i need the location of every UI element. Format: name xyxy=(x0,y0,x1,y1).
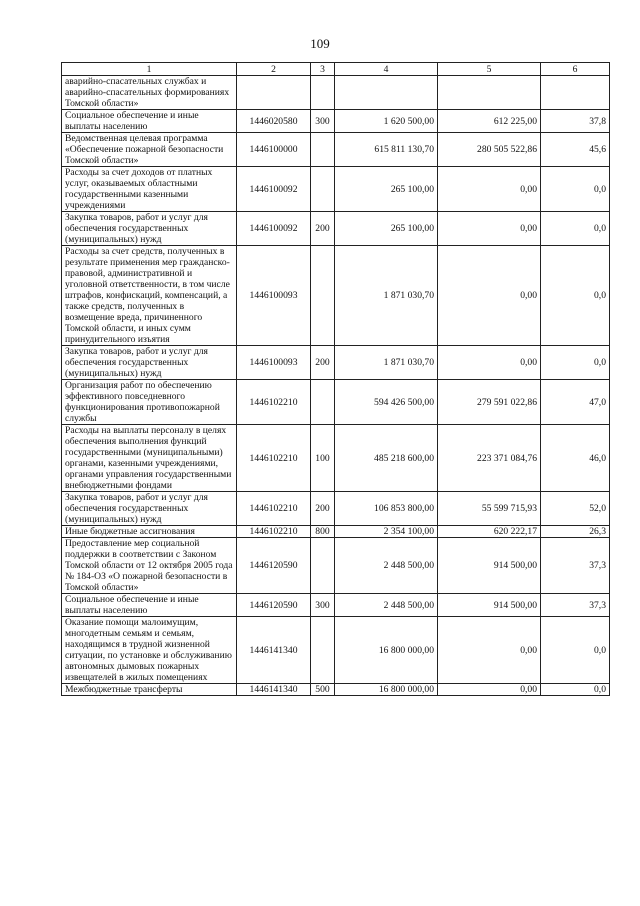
target-code-cell: 1446141340 xyxy=(237,684,311,696)
execution-percent-cell: 37,3 xyxy=(541,594,610,617)
target-code-cell: 1446102210 xyxy=(237,425,311,492)
planned-amount-cell: 1 871 030,70 xyxy=(335,346,438,380)
planned-amount-cell: 2 448 500,00 xyxy=(335,594,438,617)
execution-percent-cell: 47,0 xyxy=(541,380,610,425)
executed-amount-cell: 914 500,00 xyxy=(438,594,541,617)
executed-amount-cell: 55 599 715,93 xyxy=(438,492,541,526)
item-name-cell: Межбюджетные трансферты xyxy=(62,684,237,696)
table-row xyxy=(62,492,610,526)
planned-amount-cell: 265 100,00 xyxy=(335,167,438,212)
target-code-cell: 1446102210 xyxy=(237,492,311,526)
executed-amount-cell: 0,00 xyxy=(438,346,541,380)
planned-amount-cell: 2 354 100,00 xyxy=(335,526,438,538)
table-row xyxy=(62,684,610,696)
table-row xyxy=(62,538,610,594)
expense-type-cell xyxy=(311,538,335,594)
executed-amount-cell: 0,00 xyxy=(438,246,541,346)
planned-amount-cell: 1 871 030,70 xyxy=(335,246,438,346)
planned-amount-cell: 16 800 000,00 xyxy=(335,617,438,684)
execution-percent-cell xyxy=(541,76,610,110)
execution-percent-cell: 37,8 xyxy=(541,110,610,133)
execution-percent-cell: 45,6 xyxy=(541,133,610,167)
table-row xyxy=(62,526,610,538)
item-name-cell: Закупка товаров, работ и услуг для обеспечения государственных (муниципальных) нужд xyxy=(62,212,237,246)
target-code-cell: 1446120590 xyxy=(237,594,311,617)
item-name-cell: Расходы на выплаты персоналу в целях обеспечения выполнения функций государственными (муниципальными) органами, казенными учреждениями, органами управления государственными внебюджетными фондами xyxy=(62,425,237,492)
table-row xyxy=(62,346,610,380)
expense-type-cell: 800 xyxy=(311,526,335,538)
table-row xyxy=(62,246,610,346)
item-name-cell: Расходы за счет доходов от платных услуг, оказываемых областными государственными казенными учреждениями xyxy=(62,167,237,212)
expense-type-cell: 300 xyxy=(311,110,335,133)
expense-type-cell: 200 xyxy=(311,492,335,526)
column-header: 5 xyxy=(438,63,541,76)
item-name-cell: Расходы за счет средств, полученных в результате применения мер гражданско-правовой, административной и уголовной ответственности, в том числе штрафов, конфискаций, компенсаций, а также средств, полученных в возмещение вреда, причиненного Томской области, и иных сумм принудительного изъятия xyxy=(62,246,237,346)
executed-amount-cell: 223 371 084,76 xyxy=(438,425,541,492)
execution-percent-cell: 46,0 xyxy=(541,425,610,492)
expense-type-cell xyxy=(311,167,335,212)
executed-amount-cell: 280 505 522,86 xyxy=(438,133,541,167)
item-name-cell: Социальное обеспечение и иные выплаты населению xyxy=(62,594,237,617)
executed-amount-cell: 0,00 xyxy=(438,684,541,696)
item-name-cell: Иные бюджетные ассигнования xyxy=(62,526,237,538)
executed-amount-cell: 0,00 xyxy=(438,167,541,212)
column-header: 4 xyxy=(335,63,438,76)
item-name-cell: аварийно-спасательных службах и аварийно-спасательных формированиях Томской области» xyxy=(62,76,237,110)
expense-type-cell: 500 xyxy=(311,684,335,696)
table-row xyxy=(62,133,610,167)
executed-amount-cell: 914 500,00 xyxy=(438,538,541,594)
target-code-cell: 1446100093 xyxy=(237,346,311,380)
target-code-cell xyxy=(237,76,311,110)
target-code-cell: 1446100093 xyxy=(237,246,311,346)
column-header: 6 xyxy=(541,63,610,76)
expense-type-cell xyxy=(311,380,335,425)
planned-amount-cell: 2 448 500,00 xyxy=(335,538,438,594)
table-row xyxy=(62,425,610,492)
column-header: 1 xyxy=(62,63,237,76)
executed-amount-cell: 612 225,00 xyxy=(438,110,541,133)
item-name-cell: Закупка товаров, работ и услуг для обеспечения государственных (муниципальных) нужд xyxy=(62,492,237,526)
header-row xyxy=(62,63,610,76)
table-row xyxy=(62,212,610,246)
target-code-cell: 1446020580 xyxy=(237,110,311,133)
expense-type-cell: 100 xyxy=(311,425,335,492)
expense-type-cell xyxy=(311,246,335,346)
executed-amount-cell: 0,00 xyxy=(438,617,541,684)
executed-amount-cell: 0,00 xyxy=(438,212,541,246)
item-name-cell: Предоставление мер социальной поддержки в соответствии с Законом Томской области от 12 октября 2005 года № 184-ОЗ «О пожарной безопасности в Томской области» xyxy=(62,538,237,594)
table-row xyxy=(62,110,610,133)
item-name-cell: Социальное обеспечение и иные выплаты населению xyxy=(62,110,237,133)
execution-percent-cell: 0,0 xyxy=(541,617,610,684)
execution-percent-cell: 0,0 xyxy=(541,346,610,380)
expense-type-cell: 200 xyxy=(311,346,335,380)
table-row xyxy=(62,76,610,110)
planned-amount-cell: 1 620 500,00 xyxy=(335,110,438,133)
item-name-cell: Закупка товаров, работ и услуг для обеспечения государственных (муниципальных) нужд xyxy=(62,346,237,380)
execution-percent-cell: 37,3 xyxy=(541,538,610,594)
table-row xyxy=(62,380,610,425)
budget-table xyxy=(61,62,610,696)
expense-type-cell xyxy=(311,617,335,684)
planned-amount-cell: 16 800 000,00 xyxy=(335,684,438,696)
execution-percent-cell: 0,0 xyxy=(541,212,610,246)
target-code-cell: 1446102210 xyxy=(237,380,311,425)
planned-amount-cell: 265 100,00 xyxy=(335,212,438,246)
planned-amount-cell: 106 853 800,00 xyxy=(335,492,438,526)
column-header: 2 xyxy=(237,63,311,76)
execution-percent-cell: 52,0 xyxy=(541,492,610,526)
target-code-cell: 1446100092 xyxy=(237,167,311,212)
item-name-cell: Оказание помощи малоимущим, многодетным семьям и семьям, находящимся в трудной жизненной ситуации, по установке и обслуживанию автономных дымовых пожарных извещателей в жилых помещениях xyxy=(62,617,237,684)
execution-percent-cell: 26,3 xyxy=(541,526,610,538)
planned-amount-cell: 615 811 130,70 xyxy=(335,133,438,167)
execution-percent-cell: 0,0 xyxy=(541,167,610,212)
target-code-cell: 1446102210 xyxy=(237,526,311,538)
target-code-cell: 1446141340 xyxy=(237,617,311,684)
target-code-cell: 1446100000 xyxy=(237,133,311,167)
expense-type-cell: 300 xyxy=(311,594,335,617)
planned-amount-cell: 594 426 500,00 xyxy=(335,380,438,425)
table-row xyxy=(62,594,610,617)
column-header: 3 xyxy=(311,63,335,76)
item-name-cell: Ведомственная целевая программа «Обеспечение пожарной безопасности Томской области» xyxy=(62,133,237,167)
executed-amount-cell xyxy=(438,76,541,110)
planned-amount-cell xyxy=(335,76,438,110)
table-row xyxy=(62,617,610,684)
executed-amount-cell: 279 591 022,86 xyxy=(438,380,541,425)
execution-percent-cell: 0,0 xyxy=(541,684,610,696)
planned-amount-cell: 485 218 600,00 xyxy=(335,425,438,492)
expense-type-cell xyxy=(311,76,335,110)
table-row xyxy=(62,167,610,212)
target-code-cell: 1446100092 xyxy=(237,212,311,246)
item-name-cell: Организация работ по обеспечению эффективного повседневного функционирования противопожарной службы xyxy=(62,380,237,425)
target-code-cell: 1446120590 xyxy=(237,538,311,594)
page-number: 109 xyxy=(310,36,330,51)
executed-amount-cell: 620 222,17 xyxy=(438,526,541,538)
execution-percent-cell: 0,0 xyxy=(541,246,610,346)
expense-type-cell: 200 xyxy=(311,212,335,246)
expense-type-cell xyxy=(311,133,335,167)
